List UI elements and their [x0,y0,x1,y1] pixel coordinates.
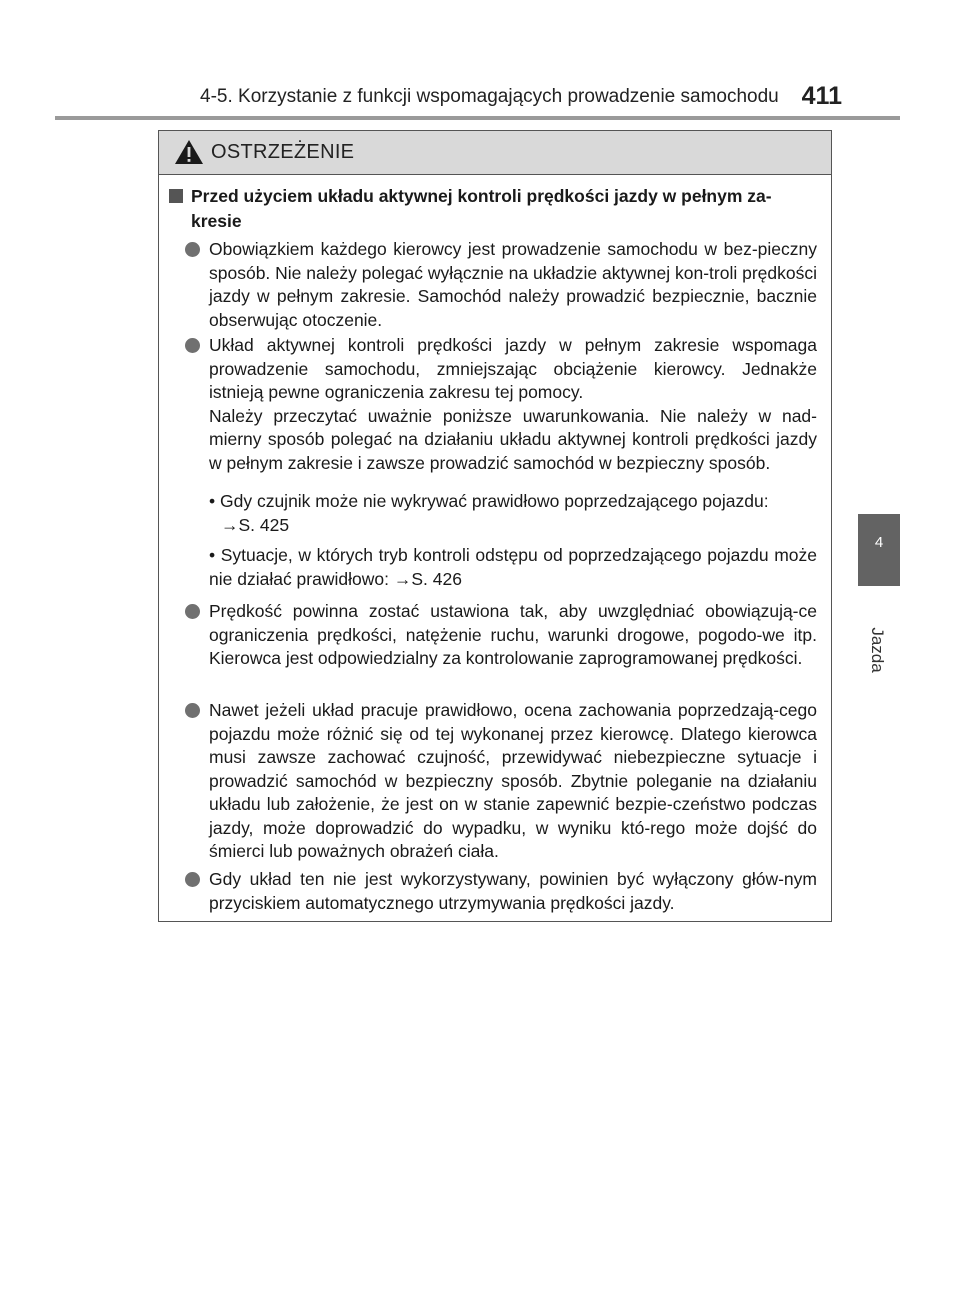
warning-triangle-icon [174,139,204,165]
warning-header [159,131,831,175]
sub-item-text: • Sytuacje, w których tryb kontroli odstępu od poprzedzającego pojazdu może nie działać prawidłowo: [209,545,817,589]
round-bullet-icon [185,872,200,887]
sub-item [209,544,817,591]
section-heading [169,184,819,234]
page-number: 411 [801,82,842,110]
round-bullet-icon [185,338,200,353]
warning-title: OSTRZEŻENIE [211,141,355,163]
round-bullet-icon [185,242,200,257]
page-reference-link[interactable]: →S. 426 [393,568,462,589]
warning-item-text: Nawet jeżeli układ pracuje prawidłowo, ocena zachowania poprzedzają-cego pojazdu może różnić się od tej wykonanej przez kierowcę. Dlatego kierowca musi zawsze zachować czujność, przewidywać niebezpieczne sytuacje i prowadzić samochód w bezpieczny sposób. Zbytnie poleganie na działaniu układu lub założenie, że jest on w stanie zapewnić bezpie-czeństwo podczas jazdy, może doprowadzić do wypadku, w wyniku któ-rego może dojść do śmierci lub poważnych obrażeń ciała. [209,700,817,861]
warning-box [158,130,832,922]
warning-item-text: Prędkość powinna zostać ustawiona tak, aby uwzględniać obowiązują-ce ograniczenia prędkości, natężenie ruchu, warunki drogowe, pogodo-we itp. Kierowca jest odpowiedzialny za kontrolowanie zaprogramowanej prędkości. [209,601,817,668]
warning-item-text-continued: Należy przeczytać uważnie poniższe uwarunkowania. Nie należy w nad-mierny sposób polegać na działaniu układu aktywnej kontroli prędkości jazdy w pełnym zakresie i zawsze prowadzić samochód w bezpieczny sposób. [209,405,817,473]
warning-item [185,334,817,475]
chapter-tab-label: Jazda [868,627,887,673]
section-heading-line2: kresie [191,211,242,231]
section-heading-line1: Przed użyciem układu aktywnej kontroli prędkości jazdy w pełnym za- [191,186,772,206]
chapter-tab-number: 4 [874,534,884,551]
round-bullet-icon [185,604,200,619]
warning-item [185,600,817,671]
warning-item-text: Gdy układ ten nie jest wykorzystywany, powinien być wyłączony głów-nym przyciskiem automatycznego utrzymywania prędkości jazdy. [209,869,817,913]
chapter-tab [858,514,900,586]
warning-item [185,699,817,864]
warning-item-text: Obowiązkiem każdego kierowcy jest prowadzenie samochodu w bez-pieczny sposób. Nie należy polegać wyłącznie na układzie aktywnej kon-troli prędkości jazdy w pełnym zakresie. Samochód należy prowadzić bezpiecznie, bacznie obserwując otoczenie. [209,239,817,330]
header-divider [55,116,900,120]
chapter-title: 4-5. Korzystanie z funkcji wspomagających prowadzenie samochodu [200,86,779,107]
warning-item-text: Układ aktywnej kontroli prędkości jazdy w pełnym zakresie wspomaga prowadzenie samochodu, zmniejszając obciążenie kierowcy. Jednakże istnieją pewne ograniczenia zakresu tej pomocy. [209,335,817,402]
page-reference-link[interactable]: →S. 425 [221,514,290,535]
sub-item-text: • Gdy czujnik może nie wykrywać prawidłowo poprzedzającego pojazdu: [209,491,769,511]
warning-item [185,868,817,915]
square-bullet-icon [169,189,183,203]
page-header [200,82,842,112]
sub-item [209,490,817,537]
round-bullet-icon [185,703,200,718]
warning-item [185,238,817,332]
